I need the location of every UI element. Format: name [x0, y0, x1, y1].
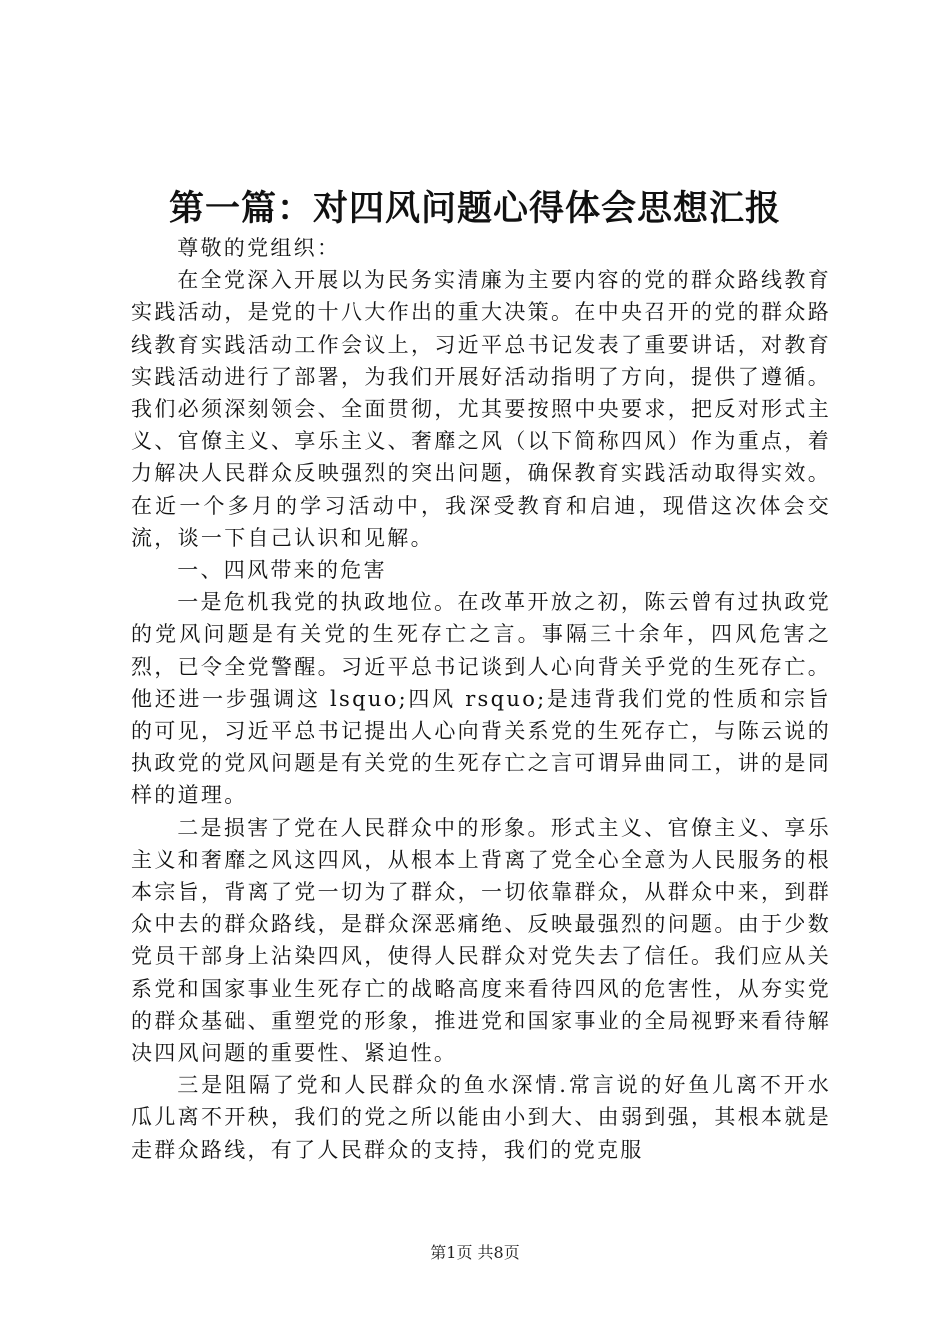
intro-paragraph: 在全党深入开展以为民务实清廉为主要内容的党的群众路线教育实践活动，是党的十八大作出的重大决策。在中央召开的党的群众路线教育实践活动工作会议上，习近平总书记发表了重要讲话，对教育实践活动进行了部署，为我们开展好活动指明了方向，提供了遵循。我们必须深刻领会、全面贯彻，尤其要按照中央要求，把反对形式主义、官僚主义、享乐主义、奢靡之风（以下简称四风）作为重点，着力解决人民群众反映强烈的突出问题，确保教育实践活动取得实效。在近一个多月的学习活动中，我深受教育和启迪，现借这次体会交流，谈一下自己认识和见解。 — [131, 268, 831, 550]
document-body — [131, 232, 831, 1166]
salutation-paragraph: 尊敬的党组织： — [177, 236, 341, 260]
document-title: 第一篇：对四风问题心得体会思想汇报 — [168, 188, 781, 229]
page-number-footer: 第1页 共8页 — [430, 1243, 520, 1262]
point-two-paragraph: 二是损害了党在人民群众中的形象。形式主义、官僚主义、享乐主义和奢靡之风这四风，从根本上背离了党全心全意为人民服务的根本宗旨，背离了党一切为了群众，一切依靠群众，从群众中来，到群众中去的群众路线，是群众深恶痛绝、反映最强烈的问题。由于少数党员干部身上沾染四风，使得人民群众对党失去了信任。我们应从关系党和国家事业生死存亡的战略高度来看待四风的危害性，从夯实党的群众基础、重塑党的形象，推进党和国家事业的全局视野来看待解决四风问题的重要性、紧迫性。 — [131, 815, 831, 1066]
point-three-paragraph: 三是阻隔了党和人民群众的鱼水深情.常言说的好鱼儿离不开水瓜儿离不开秧，我们的党之所以能由小到大、由弱到强，其根本就是走群众路线，有了人民群众的支持，我们的党克服 — [131, 1073, 831, 1162]
section-heading: 一、四风带来的危害 — [177, 558, 387, 583]
point-one-paragraph: 一是危机我党的执政地位。在改革开放之初，陈云曾有过执政党的党风问题是有关党的生死存亡之言。事隔三十余年，四风危害之烈，已令全党警醒。习近平总书记谈到人心向背关乎党的生死存亡。他还进一步强调这 lsquo;四风 rsquo;是违背我们党的性质和宗旨的可见，习近平总书记提出人心向背关系党的生死存亡，与陈云说的执政党的党风问题是有关党的生死存亡之言可谓异曲同工，讲的是同样的道理。 — [131, 590, 831, 808]
